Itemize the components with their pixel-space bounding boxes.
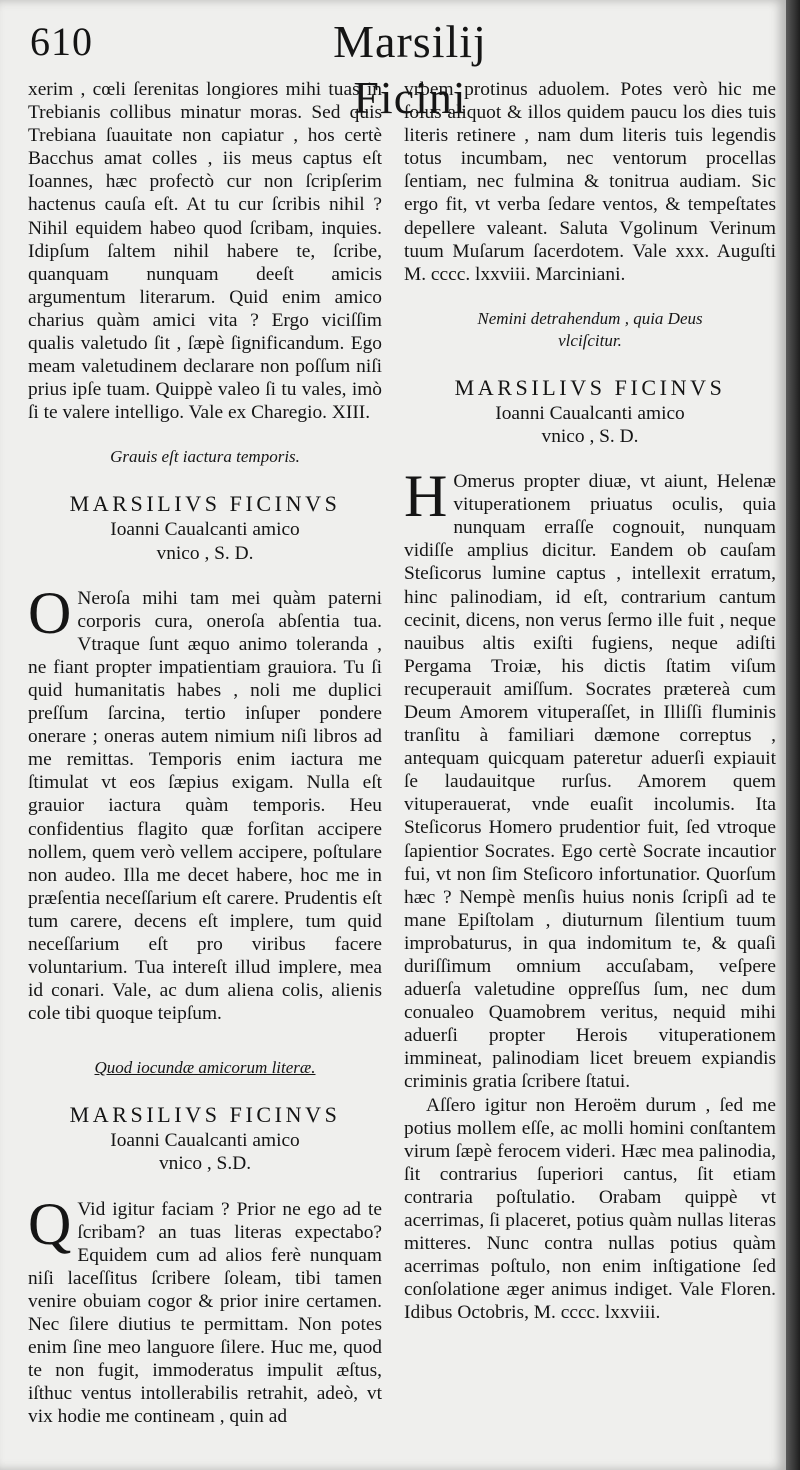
page-number: 610 <box>30 19 93 64</box>
letter-addressee: Ioanni Caualcanti amico <box>495 402 685 424</box>
letter-addressee: vnico , S. D. <box>156 542 254 564</box>
letter-text: vrbem protinus aduolem. Potes verò hic me ſolus aliquot & illos quidem paucu los dies tuis literis retinere , nam dum literis tuis legendis totus incumbam, nec ventorum procellas ſentiam, nec fulmina & tonitrua audiam. Sic ergo fit, vt verba ſedare ventos, & tempeſtates depellere valeant. Saluta Vgolinum Verinum tuum Muſarum ſacerdotem. Vale xxx. Auguſti M. cccc. lxxviii. Marciniani. <box>404 79 776 285</box>
letter-addressee: vnico , S.D. <box>158 1153 252 1175</box>
letter-caption: Grauis eſt iactura temporis. <box>110 447 300 467</box>
running-title: Marsilij Ficini <box>333 16 487 123</box>
letter-caption: Nemini detrahendum , quia Deus <box>477 308 703 328</box>
letter-heading: MARSILIVS FICINVS <box>69 1102 341 1128</box>
letter-caption: Quod iocundæ amicorum literæ. <box>94 1058 316 1078</box>
left-column <box>28 78 382 1429</box>
drop-cap: Q <box>28 1190 72 1257</box>
letter-text: Aſſero igitur non Heroëm durum , ſed me potius mollem eſſe, ac molli homini conſtantem virum ſæpè ferocem videri. Hæc mea palinodia, ſit contrarius ſuperiori cantus, ſit etiam contraria poſtulatio. Orabam quippè vt acerrimas, ſi placeret, potius quàm nullas literas mitteres. Nunc contra nullas potius quàm acerrimas poſtulo, non enim inſtigatione ſed conſolatione æger animus indiget. Vale Floren. Idibus Octobris, M. cccc. lxxviii. <box>404 1094 776 1324</box>
letter-addressee: Ioanni Caualcanti amico <box>110 519 300 541</box>
drop-cap: H <box>404 463 448 530</box>
letter-heading: MARSILIVS FICINVS <box>69 491 341 517</box>
letter-caption: vlciſcitur. <box>558 330 622 350</box>
letter-text: Neroſa mihi tam mei quàm paterni corporis cura, oneroſa abſentia tua. Vtraque ſunt æquo animo toleranda , ne fiant propter impatientiam grauiora. Tu ſi quid humanitatis habes , noli me duplici preſſum ſarcina, tertio inſuper pondere onerare ; oneras autem nimium niſi libros ad me remittas. Temporis enim iactura me ſtimulat vt eos ſæpius exigam. Nulla eſt grauior iactura quàm temporis. Heu confidentius flagito quæ forſitan accipere nollem, quem verò vellem accipere, poſtulare non audeo. Illa me decet habere, hoc me in præſentia neceſſarium eſt carere. Prudentis eſt tum carere, decens eſt implere, tum quid neceſſarium eſt pro viribus facere voluntarium. Tua intereſt illud implere, mea id conari. Vale, ac dum aliena colis, alienis cole tibi quoque teipſum. <box>28 587 382 1025</box>
right-column <box>404 78 776 1325</box>
letter-heading: MARSILIVS FICINVS <box>454 374 726 400</box>
drop-cap: O <box>28 579 72 646</box>
page-edge <box>786 0 800 1470</box>
letter-text: xerim , cœli ſerenitas longiores mihi tuas in Trebianis collibus minatur moras. Sed quis Trebiana ſuauitate non capiatur , hos certè Bacchus amat colles , iis meus captus eſt Ioannes, hæc profectò cur non ſcripſerim hactenus cauſa eſt. At tu cur ſcribis nihil ? Nihil equidem habeo quod ſcribam, inquies. Idipſum ſaltem nihil habere te, ſcribe, quanquam nunquam deeſt amicis argumentum literarum. Quid enim amico charius quàm amici vita ? Ergo viciſſim qualis valetudo ſit , ſæpè ſignificandum. Ego meam valetudinem declarare non poſſum niſi prius ipſe tuam. Quippè valeo ſi tu vales, imò ſi te valere intelligo. Vale ex Charegio. XIII. <box>28 79 382 424</box>
letter-addressee: vnico , S. D. <box>541 425 639 447</box>
letter-text: Omerus propter diuæ, vt aiunt, Helenæ vituperationem priuatus oculis, quia nunquam erraſſe cognouit, nunquam vidiſſe amplius dicitur. Eandem ob cauſam Steſicorus lumine captus , intellexit erratum, hinc palinodiam, id eſt, contrarium cantum cecinit, dicens, non verus ſermo ille fuit , neque nauibus altis exiſti fugiens, neque adiſti Pergama Troiæ, his dictis ſtatim viſum recuperauit amiſſum. Socrates prætereà cum Deum Amorem vituperaſſet, in Illiſſi fluminis tranſitu à familiari dæmone correptus , antequam quicquam pateretur aduerſi expiauit ſe laudauitque rurſus. Amorem quem vituperauerat, vnde euaſit incolumis. Ita Steſicorus Homero prudentior fuit, ſed vtroque ſapientior Socrates. Ego certè Socrate incautior fui, vt non ſim Steſicoro infortunatior. Quorſum hæc ? Nempè menſis huius nonis ſcripſi ad te mane Epiſtolam , diuturnum ſilentium tuum improbaturus, in qua indomitum te, & quaſi duriſſimum omnium accuſabam, veſpere aduerſa valetudine oppreſſus ſum, nec dum conualeo Quamobrem veritus, nequid mihi aduerſi propter Herois vituperationem immineat, palinodiam licet breuem expiandis criminis gratia ſcribere ſtatui. <box>404 471 776 1093</box>
letter-text: Vid igitur faciam ? Prior ne ego ad te ſcribam? an tuas literas expectabo? Equidem cum ad alios ferè nunquam niſi laceſſitus ſcribere ſoleam, tibi tamen venire obuiam cogor & prior inire certamen. Nec ſilere diutius te permittam. Non potes enim ſine meo languore ſilere. Huc me, quod te non fugit, immoderatus impulit æſtus, iſthuc ventus intollerabilis retrahit, adeò, vt vix hodie me contineam , quin ad <box>28 1198 382 1428</box>
letter-addressee: Ioanni Caualcanti amico <box>110 1130 300 1152</box>
